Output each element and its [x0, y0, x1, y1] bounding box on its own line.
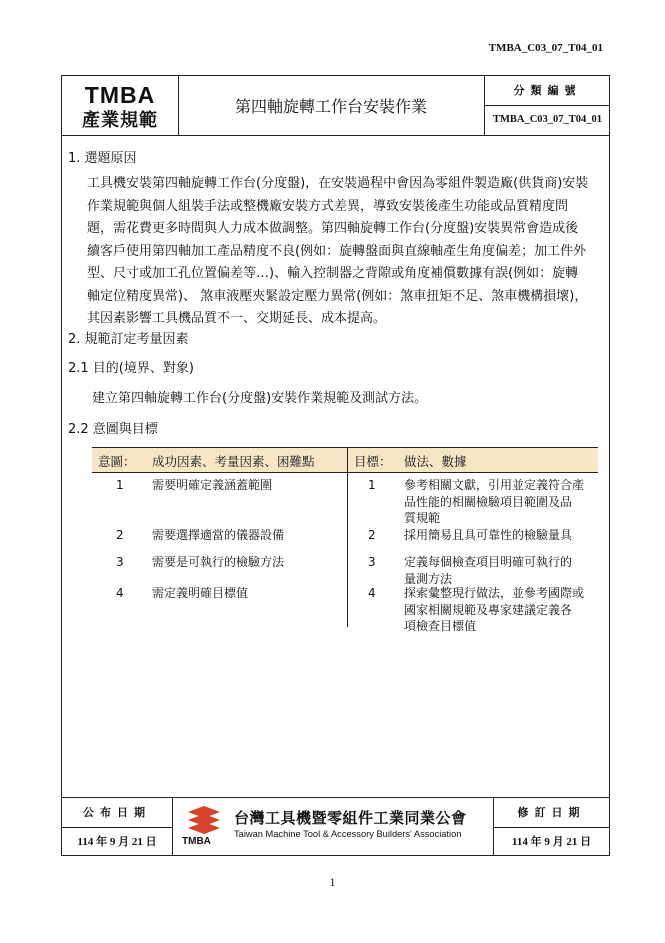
col-factors: 成功因素、考量因素、困難點	[152, 454, 315, 469]
row-intent-no: 4	[116, 586, 124, 600]
row-goal-no: 3	[368, 555, 376, 569]
logo-main: TMBA	[84, 82, 156, 108]
col-goal: 目標：	[354, 454, 392, 469]
publish-date-box	[62, 798, 173, 856]
col-method: 做法、數據	[404, 454, 467, 469]
revise-date: 114 年 9 月 21 日	[511, 836, 592, 848]
row-method	[404, 477, 594, 527]
method-line: 探索彙整現行做法，並參考國際或	[404, 586, 585, 600]
row-method	[404, 585, 594, 635]
row-factor: 需要選擇適當的儀器設備	[152, 528, 285, 542]
revise-label: 修訂日期	[494, 798, 609, 828]
publish-label: 公布日期	[62, 798, 172, 828]
method-line: 採用簡易且具可靠性的檢驗量具	[404, 528, 573, 542]
tmba-logo	[62, 76, 179, 135]
classification-label: 分類編號	[485, 76, 610, 106]
row-factor: 需定義明確目標值	[152, 586, 249, 600]
section1-paragraph	[87, 173, 597, 331]
doc-code-top: TMBA_C03_07_T04_01	[488, 42, 603, 54]
method-line: 項檢查目標值	[404, 619, 477, 633]
section2-1-heading: 2.1 目的(境界、對象)	[68, 361, 194, 376]
section2-heading: 2. 規範訂定考量因素	[68, 332, 189, 347]
classification-code: TMBA_C03_07_T04_01	[492, 114, 603, 125]
row-goal-no: 1	[368, 478, 376, 492]
table-header	[92, 447, 598, 473]
paragraph-line: 題，需花費更多時間與人力成本做調整。第四軸旋轉工作台(分度盤)安裝異常會造成後	[87, 221, 579, 236]
row-goal-no: 4	[368, 586, 376, 600]
page-number: 1	[329, 875, 336, 889]
association-logo-text: TMBA	[182, 836, 211, 847]
section1-heading: 1. 選題原因	[68, 151, 137, 166]
association-name-zh: 台灣工具機暨零組件工業同業公會	[234, 809, 467, 827]
method-line: 品性能的相關檢驗項目範圍及品	[404, 494, 573, 509]
row-goal-no: 2	[368, 528, 376, 542]
section2-1-body: 建立第四軸旋轉工作台(分度盤)安裝作業規範及測試方法。	[92, 391, 428, 406]
association-block	[172, 798, 494, 856]
method-line: 定義每個檢查項目明確可執行的	[404, 555, 573, 569]
method-line: 質規範	[404, 511, 441, 525]
footer	[62, 797, 609, 856]
row-intent-no: 1	[116, 478, 124, 492]
row-method	[404, 554, 594, 587]
revise-date-box	[493, 798, 609, 856]
logo-sub: 產業規範	[82, 110, 158, 131]
association-name-en: Taiwan Machine Tool & Accessory Builders' Association	[234, 829, 462, 839]
row-method	[404, 527, 594, 544]
col-intent: 意圖：	[98, 454, 136, 469]
header	[62, 76, 609, 136]
paragraph-line: 續客戶使用第四軸加工產品精度不良(例如：旋轉盤面與直線軸產生角度偏差；加工件外	[87, 243, 587, 259]
page-title: 第四軸旋轉工作台安裝作業	[234, 97, 427, 116]
document-frame	[61, 75, 610, 856]
row-intent-no: 3	[116, 555, 124, 569]
paragraph-line: 型、尺寸或加工孔位置偏差等…)、輸入控制器之背隙或角度補償數據有誤(例如：旋轉	[87, 266, 579, 281]
method-line: 參考相關文獻，引用並定義符合產	[404, 478, 585, 492]
paragraph-line: 軸定位精度異常)、 煞車液壓夾緊設定壓力異常(例如：煞車扭矩不足、煞車機構損壞)，	[87, 288, 588, 304]
method-line: 量測方法	[404, 571, 453, 586]
paragraph-line: 其因素影響工具機品質不一、交期延長、成本提高。	[87, 311, 387, 326]
method-line: 國家相關規範及專家建議定義各	[404, 602, 573, 617]
row-factor: 需要明確定義涵蓋範圍	[152, 478, 273, 492]
publish-date: 114 年 9 月 21 日	[77, 836, 157, 848]
row-intent-no: 2	[116, 528, 124, 542]
row-factor: 需要是可執行的檢驗方法	[152, 555, 285, 569]
classification-box	[484, 76, 610, 135]
paragraph-line: 工具機安裝第四軸旋轉工作台(分度盤)，在安裝過程中會因為零組件製造廠(供貨商)安裝	[87, 176, 589, 191]
table-divider	[347, 447, 348, 627]
paragraph-line: 作業規範與個人組裝手法或整機廠安裝方式差異，導致安裝後產生功能或品質精度問	[87, 198, 569, 214]
section2-2-heading: 2.2 意圖與目標	[68, 422, 158, 437]
